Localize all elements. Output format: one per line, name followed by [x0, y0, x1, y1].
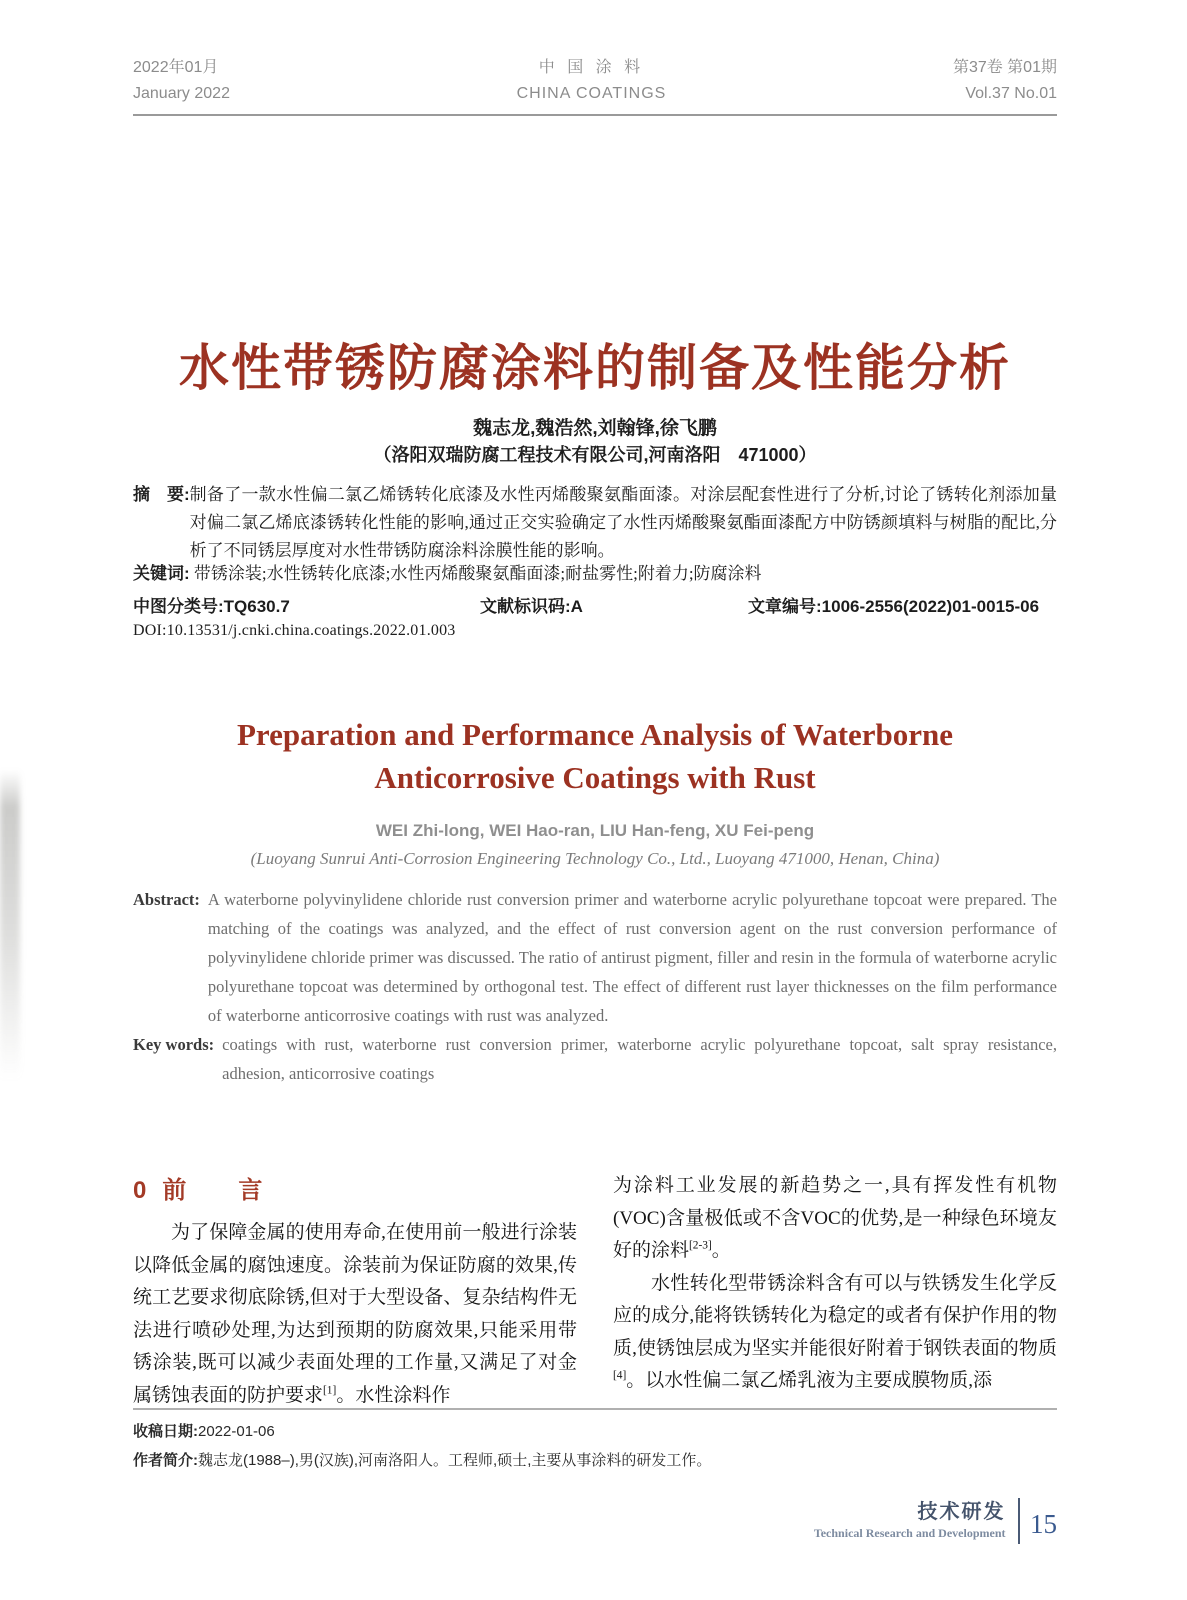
intro-left-text: 为了保障金属的使用寿命,在使用前一般进行涂装以降低金属的腐蚀速度。涂装前为保证防腐的效果,传统工艺要求彻底除锈,但对于大型设备、复杂结构件无法进行喷砂处理,为达到预期的防腐效果,只能采用带锈涂装,既可以减少表面处理的工作量,又满足了对金属锈蚀表面的防护要求 [133, 1222, 577, 1406]
para2-right-text-cont: 。以水性偏二氯乙烯乳液为主要成膜物质,添 [626, 1370, 993, 1391]
volume-cn: 第37卷 第01期 [952, 59, 1057, 76]
abstract-en [133, 885, 1057, 1030]
affiliation-en: (Luoyang Sunrui Anti-Corrosion Engineering Technology Co., Ltd., Luoyang 471000, Henan, China) [250, 849, 940, 868]
footer-divider-bar [1018, 1498, 1021, 1544]
intro-paragraph-right [613, 1170, 1057, 1398]
intro-right-text-end: 。 [711, 1240, 731, 1261]
authors-cn: 魏志龙,魏浩然,刘翰锋,徐飞鹏 [473, 418, 717, 439]
column-section-name [814, 1500, 1006, 1542]
para2-right-text: 水性转化型带锈涂料含有可以与铁锈发生化学反应的成分,能将铁锈转化为稳定的或者有保护作用的物质,使锈蚀层成为坚实并能很好附着于钢铁表面的物质 [613, 1272, 1057, 1359]
author-bio-label: 作者简介: [133, 1452, 198, 1469]
article-title-cn: 水性带锈防腐涂料的制备及性能分析 [179, 340, 1011, 396]
page-number: 15 [1030, 1508, 1057, 1539]
received-date [133, 1420, 1057, 1441]
header-volume [953, 55, 1057, 107]
intro-left-text-cont: 。水性涂料作 [336, 1384, 451, 1406]
header-journal-name [517, 55, 667, 107]
left-column [133, 1170, 577, 1412]
citation-ref-4: [4] [613, 1369, 627, 1382]
section-0-heading [133, 1170, 577, 1205]
intro-right-text: 为涂料工业发展的新趋势之一,具有挥发性有机物(VOC)含量极低或不含VOC的优势,是一种绿色环境友好的涂料 [613, 1175, 1057, 1261]
title-en-line2: Anticorrosive Coatings with Rust [374, 760, 816, 795]
meta-row [133, 592, 1057, 617]
keywords-cn-label: 关键词: [133, 564, 190, 583]
keywords-en [133, 1030, 1057, 1088]
document-code: 文献标识码:A [480, 597, 583, 616]
journal-name-cn: 中 国 涂 料 [538, 59, 645, 76]
journal-name-en: CHINA COATINGS [516, 85, 667, 102]
keywords-cn-text: 带锈涂装;水性锈转化底漆;水性丙烯酸聚氨酯面漆;耐盐雾性;附着力;防腐涂料 [193, 564, 762, 583]
abstract-cn [133, 481, 1057, 565]
citation-ref-2-3: [2-3] [689, 1239, 712, 1252]
affiliation-cn: （洛阳双瑞防腐工程技术有限公司,河南洛阳 471000） [373, 445, 817, 465]
article-id: 文章编号:1006-2556(2022)01-0015-06 [748, 597, 1040, 616]
volume-en: Vol.37 No.01 [965, 85, 1057, 102]
journal-running-head [133, 55, 1057, 116]
keywords-en-text: coatings with rust, waterborne rust conversion primer, waterborne acrylic polyurethane topcoat, salt spray resistance, adhesion, anticorrosive coatings [222, 1035, 1057, 1083]
received-date-value: 2022-01-06 [198, 1423, 275, 1440]
author-bio [133, 1449, 1057, 1470]
section-title: 前 言 [162, 1177, 277, 1204]
column-name-cn: 技术研发 [917, 1501, 1006, 1523]
abstract-en-text: A waterborne polyvinylidene chloride rust conversion primer and waterborne acrylic polyurethane topcoat were prepared. The matching of the coatings was analyzed, and the effect of rust conversion agent on the rust conversion performance of polyvinylidene chloride primer was discussed. The ratio of antirust pigment, filler and resin in the formula of waterborne acrylic polyurethane topcoat was determined by orthogonal test. The effect of different rust layer thicknesses on the film performance of waterborne anticorrosive coatings with rust was analyzed. [207, 890, 1057, 1025]
section-number: 0 [133, 1177, 149, 1204]
citation-ref-1: [1] [323, 1384, 337, 1397]
intro-paragraph-left [133, 1217, 577, 1412]
right-column [613, 1170, 1057, 1412]
header-date-en: January 2022 [133, 85, 230, 102]
author-bio-value: 魏志龙(1988–),男(汉族),河南洛阳人。工程师,硕士,主要从事涂料的研发工作。 [198, 1452, 712, 1469]
abstract-cn-label: 摘 要: [133, 485, 190, 504]
abstract-en-label: Abstract: [133, 890, 200, 909]
keywords-en-label: Key words: [133, 1035, 215, 1054]
page-footer [814, 1498, 1057, 1544]
keywords-cn [133, 561, 1057, 587]
clc-number: 中图分类号:TQ630.7 [133, 597, 290, 616]
abstract-cn-text: 制备了一款水性偏二氯乙烯锈转化底漆及水性丙烯酸聚氨酯面漆。对涂层配套性进行了分析,讨论了锈转化剂添加量对偏二氯乙烯底漆锈转化性能的影响,通过正交实验确定了水性丙烯酸聚氨酯面漆配方中防锈颜填料与树脂的配比,分析了不同锈层厚度对水性带锈防腐涂料涂膜性能的影响。 [189, 485, 1057, 560]
received-date-label: 收稿日期: [133, 1423, 198, 1440]
title-en-line1: Preparation and Performance Analysis of Waterborne [236, 717, 954, 752]
scan-shadow [0, 770, 20, 1080]
authors-en: WEI Zhi-long, WEI Hao-ran, LIU Han-feng, XU Fei-peng [375, 821, 815, 840]
article-title-en [133, 713, 1057, 799]
header-date-cn: 2022年01月 [133, 59, 219, 76]
footnote-divider [133, 1408, 1057, 1410]
doi: DOI:10.13531/j.cnki.china.coatings.2022.01.003 [133, 622, 456, 639]
header-date [133, 55, 230, 107]
column-name-en: Technical Research and Development [813, 1526, 1006, 1540]
body-columns [133, 1170, 1057, 1412]
